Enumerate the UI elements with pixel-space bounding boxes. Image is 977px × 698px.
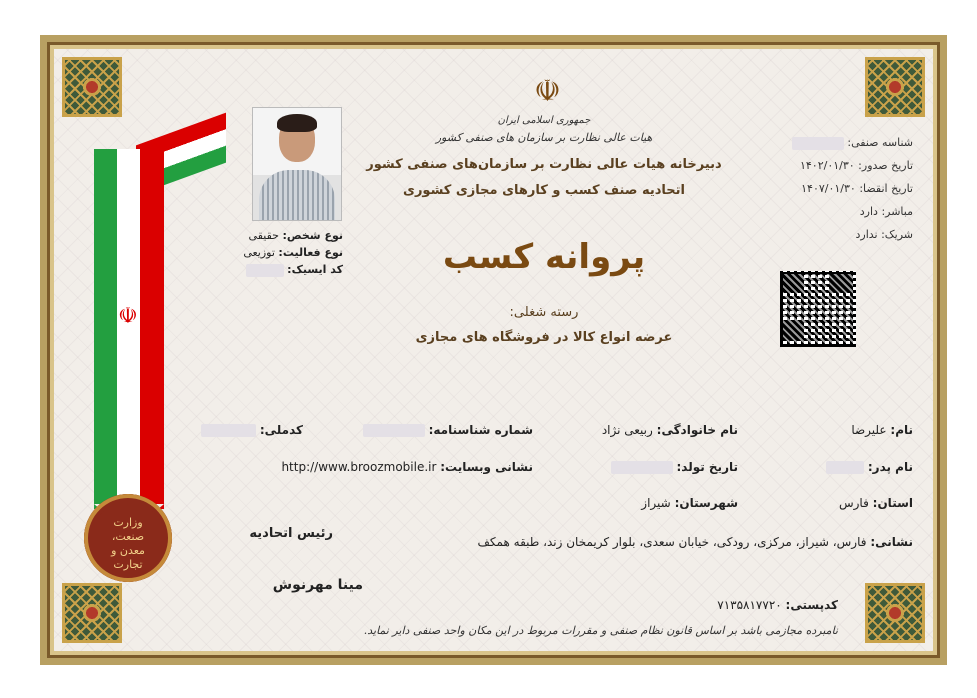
person-type-value: حقیقی xyxy=(248,229,279,242)
address-field xyxy=(478,535,914,549)
person-type-block xyxy=(243,227,343,278)
guild-id-redacted xyxy=(792,137,844,150)
national-code-field xyxy=(201,423,303,437)
flag-emblem-icon: ☫ xyxy=(118,304,138,329)
birth-field xyxy=(611,460,738,474)
website-label: نشانی وبسایت: xyxy=(440,460,533,474)
partner-label: شریک: xyxy=(881,228,913,241)
father-field xyxy=(826,460,913,474)
family-value: ربیعی نژاد xyxy=(601,423,653,437)
city-value: شیراز xyxy=(641,496,671,510)
birth-redacted xyxy=(611,461,673,474)
address-value: فارس، شیراز، مرکزی، رودکی، خیابان سعدی، بلوار کریمخان زند، طبقه همکف xyxy=(477,535,867,549)
page-title: پروانه کسب xyxy=(442,237,646,277)
seal-text: وزارت صنعت، معدن و تجارت xyxy=(111,516,145,571)
province-value: فارس xyxy=(838,496,869,510)
ministry-seal xyxy=(84,494,172,582)
id-number-redacted xyxy=(363,424,425,437)
activity-type-value: توزیعی xyxy=(243,246,275,259)
father-label: نام پدر: xyxy=(867,460,913,474)
issue-date-label: تاریخ صدور: xyxy=(858,159,913,172)
province-field xyxy=(839,496,913,510)
postal-field xyxy=(717,598,838,612)
emblem-text: جمهوری اسلامی ایران xyxy=(497,115,591,126)
footer-note: نامبرده مجازمی باشد بر اساس قانون نظام صنفی و مقررات مربوط در این مکان واحد صنفی دایر نماید. xyxy=(363,624,838,637)
flag-ribbon-icon xyxy=(94,149,164,509)
corner-ornament-icon xyxy=(62,57,122,117)
national-code-redacted xyxy=(201,424,256,437)
corner-ornament-icon xyxy=(62,583,122,643)
isic-redacted xyxy=(246,264,284,277)
corner-ornament-icon xyxy=(865,57,925,117)
direct-label: مباشر: xyxy=(881,205,913,218)
expire-date-label: تاریخ انقضا: xyxy=(859,182,913,195)
city-label: شهرستان: xyxy=(674,496,738,510)
union-heading: اتحادیه صنف کسب و کارهای مجازی کشوری xyxy=(403,183,685,198)
name-value: علیرضا xyxy=(851,423,887,437)
license-info-block xyxy=(792,131,913,246)
signature-role: رئیس اتحادیه xyxy=(249,526,333,541)
birth-label: تاریخ تولد: xyxy=(676,460,738,474)
category-value: عرضه انواع کالا در فروشگاه های مجازی xyxy=(415,330,673,345)
iran-emblem-icon: ☫ xyxy=(534,74,561,109)
name-field xyxy=(851,423,913,437)
province-label: استان: xyxy=(872,496,913,510)
frame-inner xyxy=(50,45,937,655)
activity-type-label: نوع فعالیت: xyxy=(278,246,343,259)
id-number-label: شماره شناسنامه: xyxy=(428,423,533,437)
signature-name: مینا مهرنوش xyxy=(272,577,363,593)
id-number-field xyxy=(363,423,533,437)
expire-date-value: ۱۴۰۷/۰۱/۳۰ xyxy=(801,182,856,195)
partner-value: ندارد xyxy=(855,228,878,241)
postal-label: کدپستی: xyxy=(785,598,838,612)
family-field xyxy=(602,423,738,437)
address-label: نشانی: xyxy=(870,535,913,549)
certificate-paper xyxy=(54,49,933,651)
issue-date-value: ۱۴۰۲/۰۱/۳۰ xyxy=(799,159,855,172)
owner-photo xyxy=(252,107,342,221)
website-field xyxy=(281,460,533,474)
website-value[interactable]: http://www.broozmobile.ir xyxy=(281,460,437,474)
qr-code-icon xyxy=(780,271,856,347)
father-redacted xyxy=(826,461,864,474)
family-label: نام خانوادگی: xyxy=(656,423,738,437)
category-label: رسته شغلی: xyxy=(509,305,579,320)
frame-outer xyxy=(47,42,940,658)
city-field xyxy=(641,496,738,510)
secretariat-heading: دبیرخانه هیات عالی نظارت بر سازمان‌های صنفی کشور xyxy=(366,157,722,172)
guild-id-label: شناسه صنفی: xyxy=(847,136,913,149)
person-type-label: نوع شخص: xyxy=(282,229,343,242)
postal-value: ۷۱۳۵۸۱۷۷۲۰ xyxy=(717,598,782,612)
name-label: نام: xyxy=(890,423,913,437)
direct-value: دارد xyxy=(859,205,878,218)
national-code-label: کدملی: xyxy=(259,423,303,437)
corner-ornament-icon xyxy=(865,583,925,643)
isic-label: کد ایسیک: xyxy=(287,263,343,276)
certificate xyxy=(40,35,947,665)
board-cursive: هیات عالی نظارت بر سازمان های صنفی کشور xyxy=(435,131,653,144)
